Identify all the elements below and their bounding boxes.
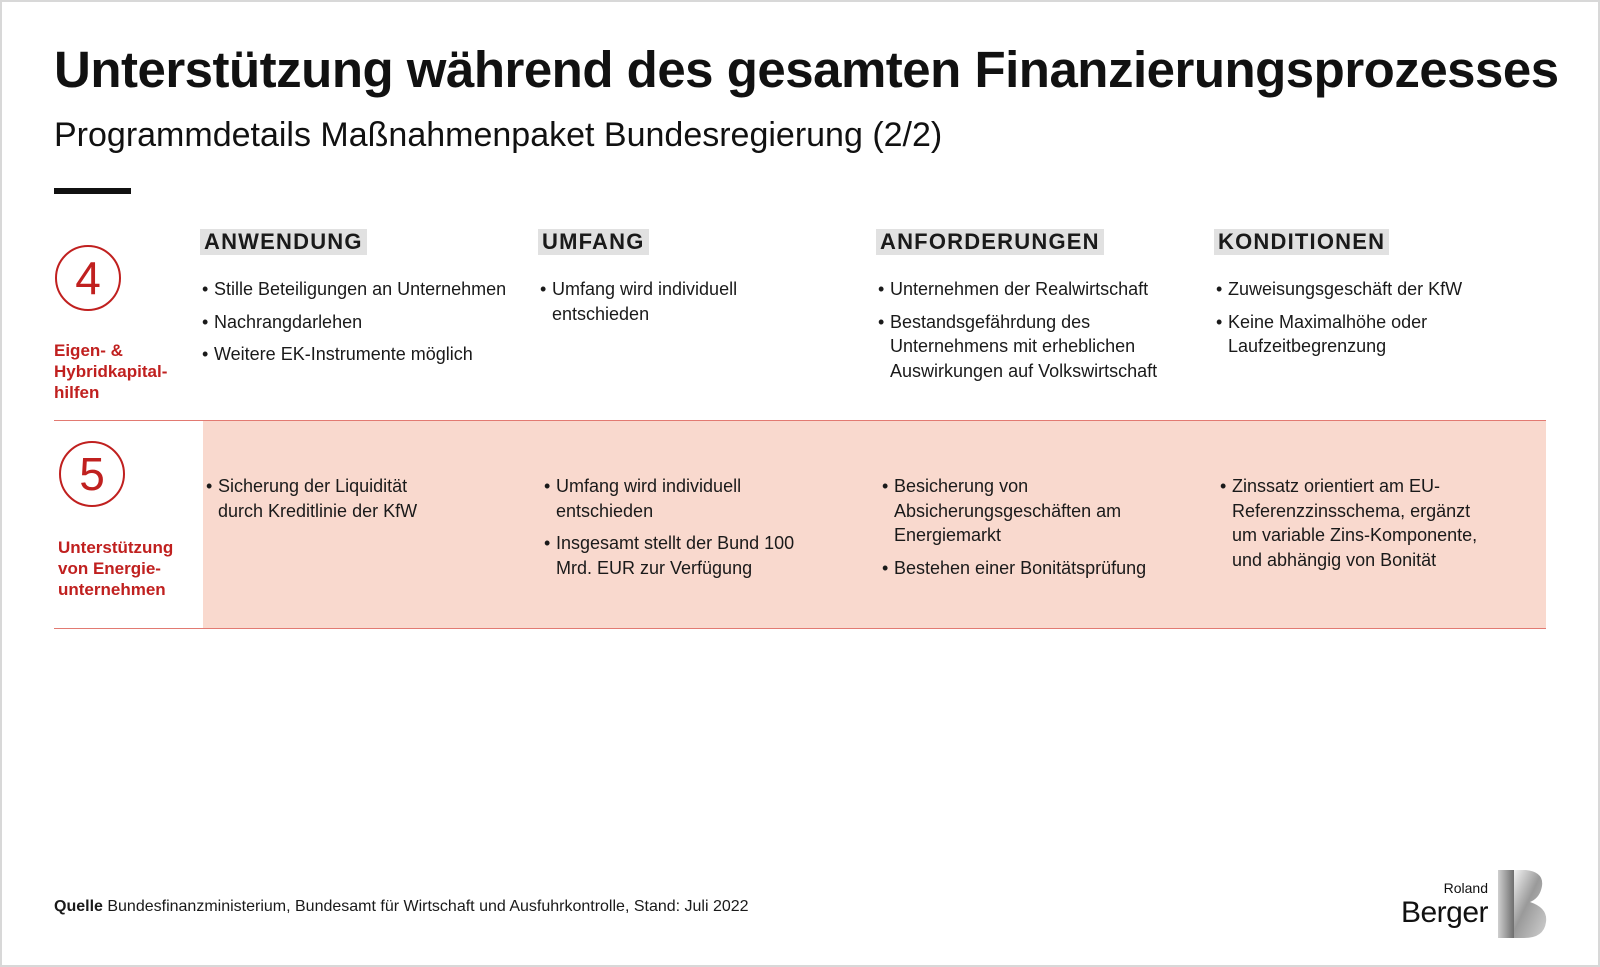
column-header-umfang: UMFANG [538,229,649,255]
bullet-item: • Bestehen einer Bonitätsprüfung [882,556,1172,581]
bullet-item: • Stille Beteiligungen an Unternehmen [202,277,512,302]
source-label: Quelle [54,898,103,915]
row-number-4: 4 [55,245,121,311]
bullet-item: • Umfang wird individuell entschieden [540,277,770,326]
row-label-eigen-hybridkapitalhilfen [54,340,167,403]
cell-row4-konditionen [1216,277,1476,367]
page-title: Unterstützung während des gesamten Finanzierungsprozesses [54,41,1559,98]
cell-row5-anwendung [206,474,436,531]
logo-text-berger: Berger [1400,896,1488,929]
row-separator [54,628,1546,629]
cell-row4-anforderungen [878,277,1183,391]
bullet-item: • Insgesamt stellt der Bund 100 Mrd. EUR zur Verfügung [544,531,804,580]
column-header-anforderungen: ANFORDERUNGEN [876,229,1104,255]
column-header-konditionen: KONDITIONEN [1214,229,1389,255]
row-label-line: unternehmen [58,580,166,599]
bullet-item: • Weitere EK-Instrumente möglich [202,342,512,367]
row-label-line: Hybridkapital- [54,362,168,381]
source-text: Bundesfinanzministerium, Bundesamt für Wirtschaft und Ausfuhrkontrolle, Stand: Juli 2022 [107,898,749,915]
cell-row4-anwendung [202,277,512,375]
cell-row5-anforderungen [882,474,1172,588]
logo-text-roland: Roland [1443,880,1488,896]
source-footnote [54,898,749,916]
row-number-5: 5 [59,441,125,507]
row-label-line: Eigen- & [54,341,123,360]
row-label-line: von Energie- [58,559,161,578]
bullet-item: • Sicherung der Liquidität durch Kreditlinie der KfW [206,474,436,523]
roland-berger-b-logo-icon [1496,868,1550,940]
bullet-item: • Nachrangdarlehen [202,310,512,335]
cell-row5-umfang [544,474,804,588]
title-underline [54,188,131,194]
bullet-item: • Keine Maximalhöhe oder Laufzeitbegrenzung [1216,310,1476,359]
bullet-item: • Bestandsgefährdung des Unternehmens mit erheblichen Auswirkungen auf Volkswirtschaft [878,310,1183,384]
row-label-line: Unterstützung [58,538,174,557]
page-subtitle: Programmdetails Maßnahmenpaket Bundesregierung (2/2) [54,116,943,154]
roland-berger-logo [1382,868,1550,940]
bullet-item: • Unternehmen der Realwirtschaft [878,277,1183,302]
cell-row4-umfang [540,277,770,334]
bullet-item: • Zinssatz orientiert am EU-Referenzzinsschema, ergänzt um variable Zins-Komponente, und abhängig von Bonität [1220,474,1495,572]
bullet-item: • Zuweisungsgeschäft der KfW [1216,277,1476,302]
cell-row5-konditionen [1220,474,1495,580]
row-label-line: hilfen [54,383,100,402]
bullet-item: • Umfang wird individuell entschieden [544,474,804,523]
row-label-energieunternehmen [58,537,173,600]
column-header-anwendung: ANWENDUNG [200,229,367,255]
bullet-item: • Besicherung von Absicherungsgeschäften am Energiemarkt [882,474,1172,548]
